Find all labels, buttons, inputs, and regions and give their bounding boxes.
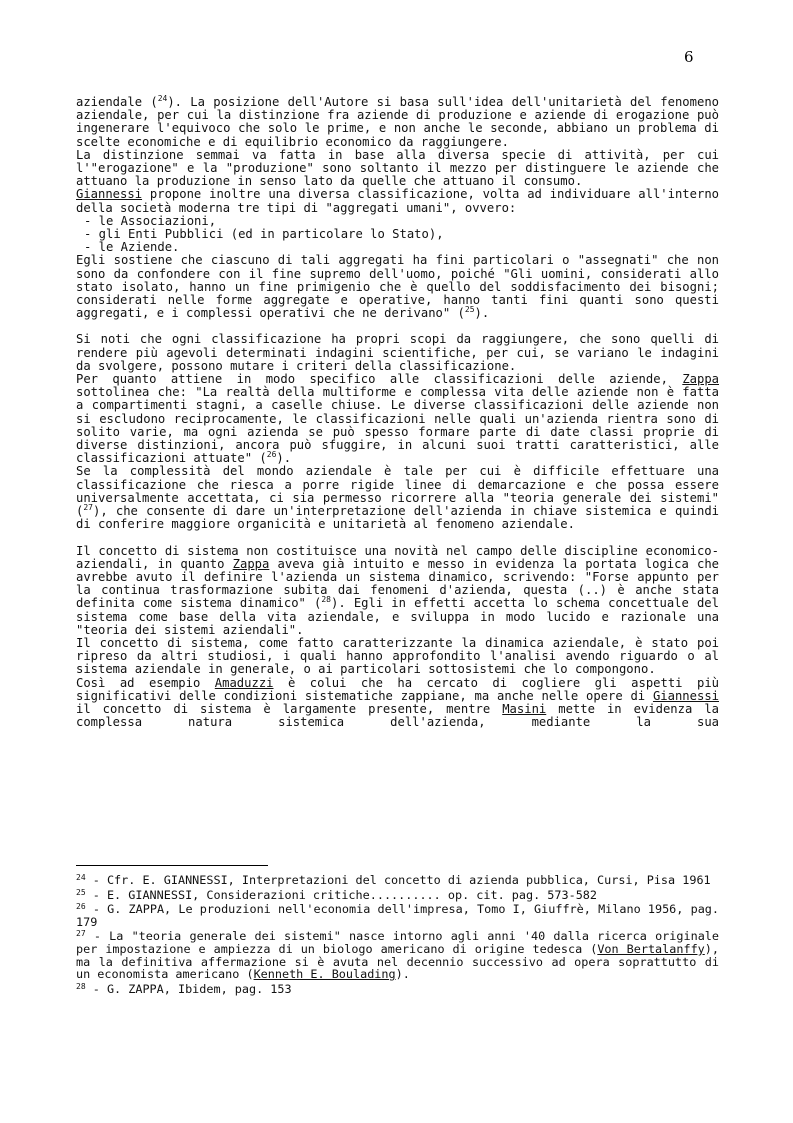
- author-name: Von Bertalanffy: [597, 941, 705, 956]
- paragraph: Si noti che ogni classificazione ha propri scopi da raggiungere, che sono quelli di rendere più agevoli determinati indagini scientifiche, per cui, se variano le indagini da svolgere, possono mutare i criteri della classificazione.: [76, 332, 719, 373]
- footnote: $^{26}$ - G. ZAPPA, Le produzioni nell'economia dell'impresa, Tomo I, Giuffrè, Milano 1956, pag. 179: [76, 902, 719, 929]
- author-name: Kenneth E. Boulading: [253, 967, 396, 982]
- list-item: - gli Enti Pubblici (ed in particolare lo Stato),: [84, 227, 444, 242]
- paragraph: Giannessi propone inoltre una diversa classificazione, volta ad individuare all'interno della società moderna tre tipi di "aggregati umani", ovvero:: [76, 187, 719, 215]
- footnote-ref[interactable]: 25: [464, 305, 475, 315]
- paragraph: aziendale ($^{24}$). La posizione dell'Autore si basa sull'idea dell'unitarietà del fenomeno aziendale, per cui la distinzione fra aziende di produzione e aziende di erogazione può ingenerare l'equivoco che solo le prime, e non anche le seconde, abbiano un problema di scelte economiche e di equilibrio economico da raggiungere.: [76, 94, 719, 149]
- footnote: $^{24}$ - Cfr. E. GIANNESSI, Interpretazioni del concetto di azienda pubblica, Cursi, Pisa 1961: [76, 873, 711, 887]
- footnote: $^{27}$ - La "teoria generale dei sistemi" nasce intorno agli anni '40 dalla ricerca originale per impostazione e ampiezza di un biologo americano di origine tedesca (Von Bertalanffy), ma la definitiva affermazione si è avuta nel decennio successivo ad opera soprattutto di un economista americano (Kenneth E. Boulading).: [76, 929, 719, 982]
- author-name: Masini: [502, 701, 547, 716]
- author-name: Giannessi: [76, 187, 143, 202]
- paragraph: Se la complessità del mondo aziendale è tale per cui è difficile effettuare una classificazione che riesca a porre rigide linee di demarcazione e che possa essere universalmente accettata, ci sia permesso ricorrere alla "teoria generale dei sistemi" ($^{27}$), che consente di dare un'interpretazione dell'azienda in chiave sistemica e quindi di conferire maggiore organicità e unitarietà al fenomeno aziendale.: [76, 464, 719, 532]
- paragraph: Il concetto di sistema non costituisce una novità nel campo delle discipline economico-aziendali, in quanto Zappa aveva già intuito e messo in evidenza la portata logica che avrebbe avuto il definire l'azienda un sistema dinamico, scrivendo: "Forse appunto per la continua trasformazione subita dai fenomeni d'azienda, questa (..) è anche stata definita come sistema dinamico" ($^{28}$). Egli in effetti accetta lo schema concettuale del sistema come base della vita aziendale, e sviluppa in modo lucido e razionale una "teoria dei sistemi aziendali".: [76, 543, 719, 637]
- paragraph: Il concetto di sistema, come fatto caratterizzante la dinamica aziendale, è stato poi ripreso da altri studiosi, i quali hanno approfondito l'analisi avendo riguardo o al sistema aziendale in generale, o ai particolari sottosistemi che lo compongono.: [76, 635, 719, 677]
- author-name: Zappa: [232, 556, 270, 571]
- list-item: - le Associazioni,: [84, 213, 217, 228]
- paragraph: Per quanto attiene in modo specifico alle classificazioni delle aziende, Zappa sottolinea che: "La realtà della multiforme e complessa vita delle aziende non è fatta a compartimenti stagni, a caselle chiuse. Le diverse classificazioni delle aziende non si escludono reciprocamente, le classificazioni nelle quali un'azienda rientra sono di solito varie, ma ogni azienda se può spesso formare parte di date classi proprie di diverse distinzioni, ancora può sfuggire, in alcuni suoi tratti caratteristici, alle classificazioni attuate" ($^{26}$).: [76, 372, 719, 466]
- paragraph: Così ad esempio Amaduzzi è colui che ha cercato di cogliere gli aspetti più significativi delle condizioni sistematiche zappiane, ma anche nelle opere di Giannessi il concetto di sistema è largamente presente, mentre Masini mette in evidenza la complessa natura sistemica dell'azienda, mediante la sua: [76, 675, 719, 730]
- footnote-separator: [76, 865, 268, 866]
- footnote: $^{28}$ - G. ZAPPA, Ibidem, pag. 153: [76, 981, 292, 996]
- author-name: Zappa: [682, 372, 719, 387]
- footnote-ref[interactable]: 26: [266, 450, 277, 460]
- page-number: 6: [684, 48, 694, 66]
- aggregates-list: [76, 215, 719, 255]
- author-name: Giannessi: [652, 688, 719, 703]
- list-item: - le Aziende.: [84, 240, 180, 255]
- body-text: [76, 96, 719, 729]
- paragraph: Egli sostiene che ciascuno di tali aggregati ha fini particolari o "assegnati" che non sono da confondere con il fine supremo dell'uomo, poiché "Gli uomini, considerati allo stato isolato, hanno un fine primigenio che è quello del soddisfacimento dei bisogni; considerati nelle forme aggregate e operative, hanno tanti fini quanti sono questi aggregati, e i complessi operativi che ne derivano" ($^{25}$).: [76, 253, 719, 321]
- footnote-ref[interactable]: 27: [83, 503, 93, 513]
- footnotes: [76, 874, 719, 997]
- author-name: Amaduzzi: [214, 675, 274, 690]
- footnote-ref[interactable]: 24: [157, 94, 168, 103]
- paragraph: La distinzione semmai va fatta in base alla diversa specie di attività, per cui l'"erogazione" e la "produzione" sono soltanto il mezzo per distinguere le aziende che attuano la produzione in senso lato da quelle che attuano il consumo.: [76, 147, 719, 189]
- footnote: $^{25}$ - E. GIANNESSI, Considerazioni critiche.......... op. cit. pag. 573-582: [76, 887, 598, 902]
- footnote-ref[interactable]: 28: [321, 595, 331, 605]
